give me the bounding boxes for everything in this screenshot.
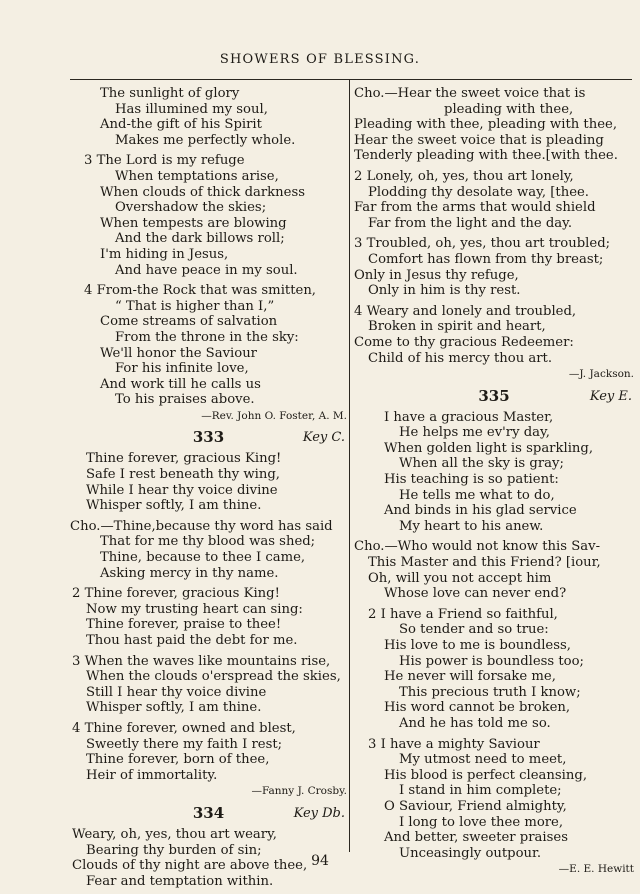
verse-line: Hear the sweet voice that is pleading bbox=[354, 132, 604, 148]
hymn-heading bbox=[354, 388, 634, 408]
verse-line: Thou hast paid the debt for me. bbox=[86, 633, 298, 648]
verse-line: 2 Lonely, oh, yes, thou art lonely, bbox=[354, 168, 574, 184]
verse-line: Asking mercy in thy name. bbox=[100, 565, 279, 581]
verse-line: Child of his mercy thou art. bbox=[368, 350, 553, 366]
verse-line: While I hear thy voice divine bbox=[86, 482, 278, 498]
verse-line: And he has told me so. bbox=[399, 715, 551, 731]
verse-line: I long to love thee more, bbox=[399, 814, 564, 830]
verse-line: Bearing thy burden of sin; bbox=[86, 842, 262, 858]
verse-line: Has illumined my soul, bbox=[115, 101, 268, 117]
stanza bbox=[70, 283, 347, 408]
verse-line: Far from the arms that would shield bbox=[354, 200, 596, 216]
verse-line: 3 The Lord is my refuge bbox=[84, 153, 245, 169]
verse-line: 2 Thine forever, gracious King! bbox=[72, 586, 280, 602]
hymn-credit: —Fanny J. Crosby. bbox=[251, 785, 347, 798]
top-rule bbox=[70, 79, 632, 80]
hymn-key: Key E. bbox=[589, 388, 632, 404]
stanza bbox=[70, 153, 347, 278]
stanza bbox=[70, 586, 347, 648]
verse-line: 2 I have a Friend so faithful, bbox=[368, 606, 558, 622]
verse-line: When all the sky is gray; bbox=[399, 456, 564, 472]
verse-line: His teaching is so patient: bbox=[384, 472, 559, 488]
hymn-credit: —E. E. Hewitt bbox=[558, 863, 634, 876]
verse-line: When temptations arise, bbox=[115, 168, 279, 184]
stanza bbox=[354, 169, 634, 231]
verse-line: And work till he calls us bbox=[100, 376, 261, 392]
hymn-credit: —J. Jackson. bbox=[568, 368, 634, 381]
verse-line: Thine, because to thee I came, bbox=[100, 550, 306, 566]
right-column bbox=[354, 86, 634, 878]
verse-line: I stand in him complete; bbox=[399, 783, 562, 799]
verse-line: Whisper softly, I am thine. bbox=[86, 498, 262, 514]
verse-line: My utmost need to meet, bbox=[399, 752, 567, 768]
verse-line: pleading with thee, bbox=[444, 101, 574, 117]
stanza bbox=[70, 86, 347, 148]
verse-line: And-the gift of his Spirit bbox=[100, 117, 262, 133]
hymn-number: 333 bbox=[192, 428, 225, 447]
page-number: 94 bbox=[311, 853, 329, 869]
verse-line: Only in Jesus thy refuge, bbox=[354, 267, 519, 283]
verse-line: 3 Troubled, oh, yes, thou art troubled; bbox=[354, 236, 611, 252]
page-header: SHOWERS OF BLESSING. bbox=[219, 52, 421, 67]
verse-line: Only in him is thy rest. bbox=[368, 283, 521, 299]
verse-line: Sweetly there my faith I rest; bbox=[86, 736, 283, 752]
stanza bbox=[70, 451, 347, 513]
verse-line: Thine forever, born of thee, bbox=[86, 752, 270, 768]
verse-line: “ That is higher than I,” bbox=[115, 298, 275, 314]
verse-line: From the throne in the sky: bbox=[115, 329, 299, 345]
chorus bbox=[354, 86, 634, 164]
verse-line: This precious truth I know; bbox=[399, 684, 581, 700]
hymn-key: Key Db. bbox=[293, 805, 345, 821]
verse-line: Oh, will you not accept him bbox=[368, 570, 552, 586]
verse-line: Thine forever, gracious King! bbox=[86, 451, 282, 467]
verse-line: I'm hiding in Jesus, bbox=[100, 246, 229, 262]
verse-line: That for me thy blood was shed; bbox=[100, 534, 316, 550]
verse-line: Come streams of salvation bbox=[100, 314, 278, 330]
verse-line: His power is boundless too; bbox=[399, 653, 585, 669]
verse-line: The sunlight of glory bbox=[100, 86, 240, 101]
verse-line: Makes me perfectly whole. bbox=[115, 132, 296, 148]
verse-line: When tempests are blowing bbox=[100, 215, 287, 231]
verse-line: When golden light is sparkling, bbox=[384, 440, 594, 456]
verse-line: Far from the light and the day. bbox=[368, 215, 573, 231]
chorus bbox=[70, 519, 347, 581]
verse-line: And have peace in my soul. bbox=[115, 262, 298, 278]
verse-line: His love to me is boundless, bbox=[384, 638, 571, 653]
verse-line: 3 When the waves like mountains rise, bbox=[72, 653, 331, 669]
verse-line: Tenderly pleading with thee.[with thee. bbox=[354, 148, 618, 164]
stanza bbox=[354, 607, 634, 732]
verse-line: 4 Weary and lonely and troubled, bbox=[354, 303, 577, 319]
verse-line: Now my trusting heart can sing: bbox=[86, 601, 303, 617]
hymn-number: 335 bbox=[478, 386, 510, 405]
hymn-credit: —Rev. John O. Foster, A. M. bbox=[201, 409, 347, 422]
verse-line: When the clouds o'erspread the skies, bbox=[86, 669, 341, 685]
verse-line: Cho.—Who would not know this Sav- bbox=[354, 539, 601, 555]
verse-line: So tender and so true: bbox=[399, 622, 549, 638]
stanza bbox=[354, 236, 634, 298]
verse-line: When clouds of thick darkness bbox=[100, 184, 305, 200]
verse-line: He helps me ev'ry day, bbox=[399, 425, 550, 441]
verse-line: O Saviour, Friend almighty, bbox=[384, 798, 567, 814]
verse-line: Plodding thy desolate way, [thee. bbox=[368, 184, 589, 200]
verse-line: 4 From-the Rock that was smitten, bbox=[84, 283, 316, 299]
hymn-key: Key C. bbox=[302, 430, 345, 446]
verse-line: Thine forever, praise to thee! bbox=[86, 617, 282, 633]
verse-line: Whose love can never end? bbox=[384, 586, 567, 602]
stanza bbox=[70, 721, 347, 783]
verse-line: 3 I have a mighty Saviour bbox=[368, 736, 540, 752]
verse-line: This Master and this Friend? [iour, bbox=[368, 555, 601, 571]
verse-line: Fear and temptation within. bbox=[86, 873, 274, 889]
verse-line: Still I hear thy voice divine bbox=[86, 684, 267, 700]
column-divider bbox=[349, 80, 350, 852]
hymn-heading bbox=[70, 429, 347, 449]
verse-line: His word cannot be broken, bbox=[384, 700, 571, 716]
verse-line: For his infinite love, bbox=[115, 361, 249, 377]
hymn-number: 334 bbox=[192, 803, 225, 822]
verse-line: Whisper softly, I am thine. bbox=[86, 700, 262, 716]
verse-line: We'll honor the Saviour bbox=[100, 345, 257, 361]
hymn-heading bbox=[70, 805, 347, 825]
verse-line: He tells me what to do, bbox=[399, 487, 555, 503]
verse-line: Come to thy gracious Redeemer: bbox=[354, 334, 574, 350]
verse-line: Clouds of thy night are above thee, bbox=[72, 858, 308, 874]
verse-line: Pleading with thee, pleading with thee, bbox=[354, 117, 618, 133]
verse-line: And binds in his glad service bbox=[384, 503, 577, 519]
verse-line: And better, sweeter praises bbox=[384, 830, 568, 846]
chorus bbox=[354, 539, 634, 601]
verse-line: His blood is perfect cleansing, bbox=[384, 767, 588, 783]
stanza bbox=[354, 410, 634, 535]
verse-line: My heart to his anew. bbox=[399, 518, 544, 534]
stanza bbox=[70, 654, 347, 716]
verse-line: And the dark billows roll; bbox=[115, 231, 285, 247]
verse-line: I have a gracious Master, bbox=[384, 409, 554, 425]
stanza bbox=[354, 304, 634, 366]
verse-line: Heir of immortality. bbox=[86, 767, 218, 783]
verse-line: Safe I rest beneath thy wing, bbox=[86, 467, 281, 483]
verse-line: Cho.—Hear the sweet voice that is bbox=[354, 86, 586, 101]
verse-line: Overshadow the skies; bbox=[115, 200, 267, 216]
stanza bbox=[354, 737, 634, 862]
verse-line: Broken in spirit and heart, bbox=[368, 319, 546, 335]
verse-line: 4 Thine forever, owned and blest, bbox=[72, 720, 296, 736]
left-column bbox=[70, 86, 347, 894]
verse-line: To his praises above. bbox=[115, 392, 255, 408]
verse-line: Cho.—Thine,because thy word has said bbox=[70, 518, 333, 534]
verse-line: Unceasingly outpour. bbox=[399, 845, 542, 861]
verse-line: Weary, oh, yes, thou art weary, bbox=[72, 826, 277, 842]
verse-line: Comfort has flown from thy breast; bbox=[368, 251, 604, 267]
verse-line: He never will forsake me, bbox=[384, 669, 556, 685]
